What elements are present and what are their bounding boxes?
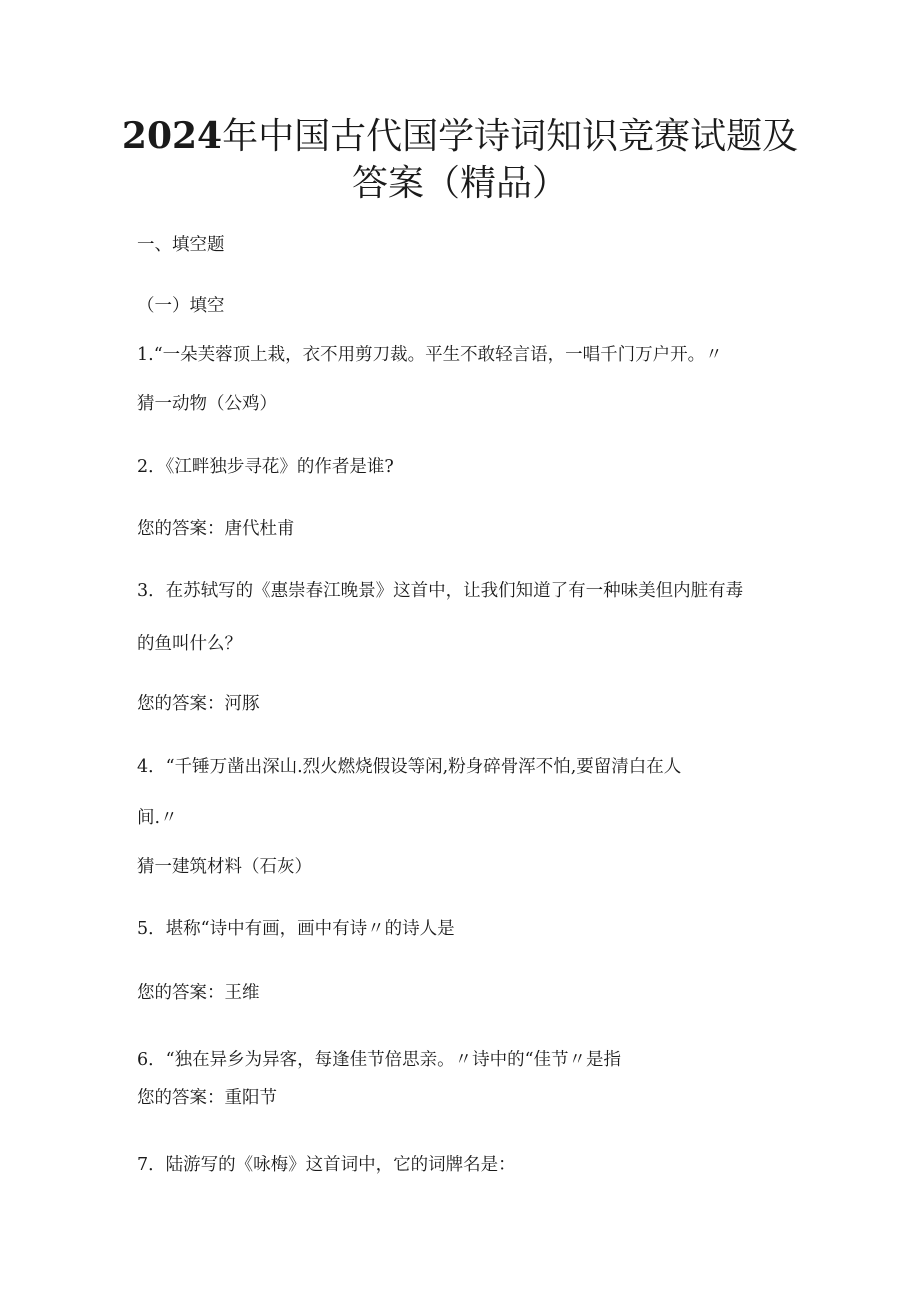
question-7: 7．陆游写的《咏梅》这首词中，它的词牌名是： [137,1155,516,1175]
document-title-line-2: 答案（精品） [351,163,568,204]
answer-5: 您的答案：王维 [137,983,260,1003]
answer-2: 您的答案：唐代杜甫 [137,519,295,539]
answer-6: 您的答案：重阳节 [137,1088,277,1108]
answer-3: 您的答案：河豚 [137,694,260,714]
title-text: 年中国古代国学诗词知识竞赛试题及 [222,116,799,157]
section-heading: 一、填空题 [137,235,225,255]
question-5: 5．堪称“诗中有画，画中有诗〃的诗人是 [137,919,455,939]
question-3-cont: 的鱼叫什么？ [137,634,242,654]
subsection-heading: （一）填空 [137,296,225,316]
question-4: 4．“千锤万凿出深山.烈火燃烧假设等闲,粉身碎骨浑不怕,要留清白在人 [137,757,682,777]
answer-4: 猜一建筑材料（石灰） [137,857,312,877]
question-3: 3．在苏轼写的《惠崇春江晚景》这首中，让我们知道了有一种味美但内脏有毒 [137,581,744,601]
question-4-cont: 间.〃 [137,808,178,828]
answer-1: 猜一动物（公鸡） [137,394,277,414]
question-1: 1.“一朵芙蓉顶上栽，衣不用剪刀裁。平生不敢轻言语，一唱千门万户开。〃 [137,345,723,365]
question-2: 2．《江畔独步寻花》的作者是谁? [137,457,394,477]
title-year: 2024 [121,115,223,157]
document-title-line-1 [0,114,920,159]
question-6: 6．“独在异乡为异客，每逢佳节倍思亲。〃诗中的“佳节〃是指 [137,1050,622,1070]
